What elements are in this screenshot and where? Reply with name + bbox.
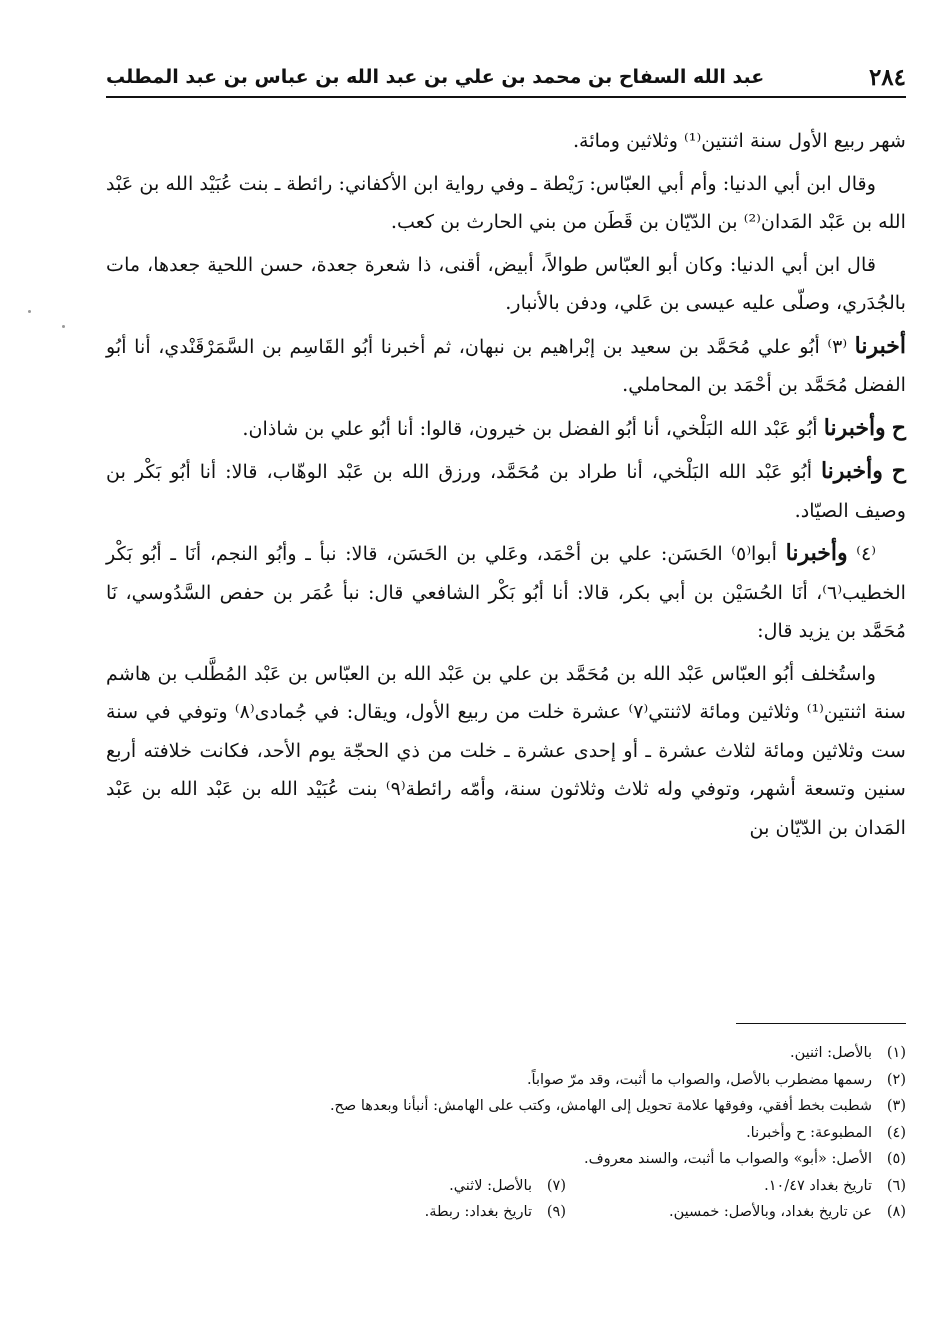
footnote-text: رسمها مضطرب بالأصل، والصواب ما أثبت، وقد مرّ صواباً. bbox=[526, 1071, 872, 1088]
paragraph-6-text: أبُو عَبْد الله البَلْخي، أنا طراد بن مُحَمَّد، ورزق الله بن عَبْد الوهّاب، قالا: أنا أبُو بَكْر بن وصيف الصيّاد. bbox=[106, 460, 906, 522]
ha-marker: ح bbox=[891, 458, 906, 484]
page-number: ٢٨٤ bbox=[868, 63, 906, 91]
footnote-row bbox=[106, 1040, 906, 1067]
paragraph-3: قال ابن أبي الدنيا: وكان أبو العبّاس طوالاً، أبيض، أقنى، ذا شعرة جعدة، حسن اللحية جعدها، مات بالجُدَري، وصلّى عليه عيسى بن عَلي، ودفن بالأنبار. bbox=[106, 252, 906, 314]
footnote-text: المطبوعة: ح وأخبرنا. bbox=[746, 1124, 872, 1141]
footnote-8 bbox=[566, 1199, 906, 1226]
footnote-row bbox=[106, 1146, 906, 1173]
running-title: عبد الله السفاح بن محمد بن علي بن عبد الله بن عباس بن عبد المطلب bbox=[106, 66, 765, 88]
paragraph-8: واستُخلف أبُو العبّاس عَبْد الله بن مُحَمَّد بن علي بن عَبْد الله بن العبّاس بن عَبْد المُطَّلب بن هاشم سنة اثنتين⁽¹⁾ وثلاثين ومائة لاثنتي⁽٧⁾ عشرة خلت من ربيع الأول، ويقال: في جُمادى⁽٨⁾ وتوفي في سنة ست وثلاثين ومائة لثلاث عشرة ـ أو إحدى عشرة ـ خلت من ذي الحجّة يوم الأحد، فكانت خلافته أربع سنين وتسعة أشهر، وتوفي وله ثلاث وثلاثون سنة، وأمّه رائطة⁽٩⁾ بنت عُبَيْد الله بن عَبْد الله بن عَبْد المَدان بن الدّيّان بن bbox=[106, 661, 906, 839]
footnote-row bbox=[106, 1173, 906, 1200]
footnote-separator bbox=[736, 1023, 906, 1024]
footnote-row bbox=[106, 1093, 906, 1120]
footnote-text: بالأصل: اثنين. bbox=[790, 1045, 872, 1061]
footnote-number: (٤) bbox=[886, 1124, 906, 1141]
footnote-row bbox=[106, 1120, 906, 1147]
footnote-5 bbox=[584, 1146, 906, 1173]
footnote-number: (١) bbox=[886, 1045, 906, 1061]
paragraph-6 bbox=[106, 452, 906, 530]
footnote-text: بالأصل: لاثني. bbox=[449, 1177, 532, 1194]
footnote-number: (٨) bbox=[886, 1204, 906, 1220]
footnote-3 bbox=[330, 1093, 906, 1120]
paragraph-2: وقال ابن أبي الدنيا: وأم أبي العبّاس: رَيْطة ـ وفي رواية ابن الأكفاني: رائطة ـ بنت عُبَيْد الله بن عَبْد الله بن عَبْد المَدان⁽²⁾ بن الدّيّان بن قَطَن من بني الحارث بن كعب. bbox=[106, 171, 906, 233]
footnote-ref: ⁽٤⁾ bbox=[856, 542, 876, 565]
footnote-number: (٦) bbox=[886, 1177, 906, 1194]
footnote-text: تاريخ بغداد: ربطة. bbox=[424, 1204, 532, 1220]
wa-akhbarana-keyword: وأخبرنا bbox=[785, 540, 848, 566]
footnote-row bbox=[106, 1199, 906, 1226]
scan-speck bbox=[28, 310, 31, 313]
footnote-6 bbox=[566, 1173, 906, 1200]
footnote-2 bbox=[527, 1067, 906, 1094]
footnotes bbox=[106, 1040, 906, 1226]
footnote-number: (٢) bbox=[886, 1071, 906, 1088]
footnote-row bbox=[106, 1067, 906, 1094]
header-rule bbox=[106, 96, 906, 98]
paragraph-7-text: أبوا⁽٥⁾ الحَسَن: علي بن أحْمَد، وعَلي بن الحَسَن، قالا: نبأ ـ وأبُو النجم، أنَا ـ أبُو بَكْر الخطيب⁽٦⁾، أنَا الحُسَيْن بن أبي بكر، قالا: أنا أبُو بَكْر الشافعي قال: نبأ عُمَر بن حفص السَّدُوسي، نَا مُحَمَّد بن يزيد قال: bbox=[106, 542, 906, 642]
wa-akhbarana-keyword: وأخبرنا bbox=[820, 458, 883, 484]
footnote-1 bbox=[790, 1040, 906, 1067]
scan-speck bbox=[62, 325, 65, 328]
page-header bbox=[106, 58, 906, 96]
wa-akhbarana-keyword: وأخبرنا bbox=[823, 414, 886, 441]
footnote-text: شطبت بخط أفقي، وفوقها علامة تحويل إلى الهامش، وكتب على الهامش: أنبأنا وبعدها صح. bbox=[329, 1098, 872, 1114]
footnote-text: عن تاريخ بغداد، وبالأصل: خمسين. bbox=[669, 1204, 872, 1220]
footnote-number: (٣) bbox=[886, 1098, 906, 1114]
footnote-number: (٥) bbox=[886, 1151, 906, 1167]
footnote-7 bbox=[449, 1173, 566, 1200]
paragraph-5 bbox=[106, 409, 906, 449]
footnote-text: تاريخ بغداد ١٠/٤٧. bbox=[764, 1177, 872, 1194]
paragraph-4-text: ⁽٣⁾ أبُو علي مُحَمَّد بن سعيد بن إبْراهيم بن نبهان، ثم أخبرنا أبُو القَاسِم بن السَّمَرْقَنْدي، أنا أبُو الفضل مُحَمَّد بن أحْمَد بن المحاملي. bbox=[106, 334, 906, 396]
paragraph-7 bbox=[106, 534, 906, 651]
akhbarana-keyword: أخبرنا bbox=[854, 332, 906, 359]
footnote-number: (٩) bbox=[546, 1204, 566, 1220]
footnote-text: الأصل: «أبو» والصواب ما أثبت، والسند معروف. bbox=[584, 1151, 872, 1167]
paragraph-1: شهر ربيع الأول سنة اثنتين⁽¹⁾ وثلاثين ومائة. bbox=[572, 129, 906, 152]
paragraph-5-text: أبُو عَبْد الله البَلْخي، أنا أبُو الفضل بن خيرون، قالوا: أنا أبُو علي بن شاذان. bbox=[242, 416, 818, 440]
footnote-number: (٧) bbox=[546, 1177, 566, 1194]
paragraph-4 bbox=[106, 327, 906, 405]
ha-marker: ح bbox=[891, 414, 906, 441]
footnote-9 bbox=[425, 1199, 566, 1226]
main-text bbox=[106, 122, 906, 851]
footnote-4 bbox=[746, 1120, 906, 1147]
